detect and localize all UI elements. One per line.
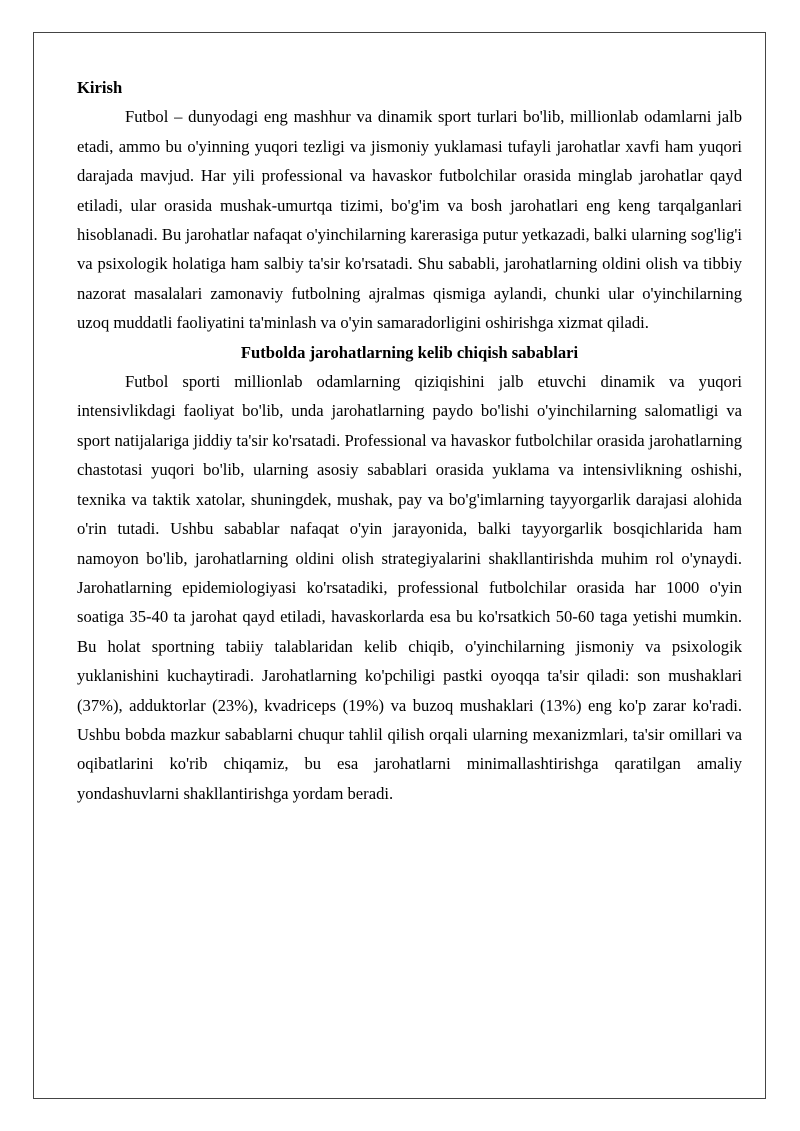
section-paragraph: Futbol sporti millionlab odamlarning qiziqishini jalb etuvchi dinamik va yuqori intensivlikdagi faoliyat bo'lib, unda jarohatlarning paydo bo'lishi o'yinchilarning salomatligi va sport natijalariga jiddiy ta'sir ko'rsatadi. Professional va havaskor futbolchilar orasida jarohatlarning chastotasi yuqori bo'lib, ularning asosiy sabablari orasida yuklama va intensivlikning oshishi, texnika va taktik xatolar, shuningdek, mushak, pay va bo'g'imlarning tayyorgarlik darajasi alohida o'rin tutadi. Ushbu sabablar nafaqat o'yin jarayonida, balki tayyorgarlik bosqichlarida ham namoyon bo'lib, jarohatlarning oldini olish strategiyalarini shakllantirishda muhim rol o'ynaydi. Jarohatlarning epidemiologiyasi ko'rsatadiki, professional futbolchilar orasida har 1000 o'yin soatiga 35-40 ta jarohat qayd etiladi, havaskorlarda esa bu ko'rsatkich 50-60 taga yetishi mumkin. Bu holat sportning tabiiy talablaridan kelib chiqib, o'yinchilarning jismoniy va psixologik yuklanishini kuchaytiradi. Jarohatlarning ko'pchiligi pastki oyoqqa ta'sir qiladi: son mushaklari (37%), adduktorlar (23%), kvadriceps (19%) va buzoq mushaklari (13%) eng ko'p zarar ko'radi. Ushbu bobda mazkur sabablarni chuqur tahlil qilish orqali ularning mexanizmlari, ta'sir omillari va oqibatlarini ko'rib chiqamiz, bu esa jarohatlarni minimallashtirishga qaratilgan amaliy yondashuvlarni shakllantirishga yordam beradi.: [77, 372, 742, 803]
intro-paragraph: Futbol – dunyodagi eng mashhur va dinamik sport turlari bo'lib, millionlab odamlarni jalb etadi, ammo bu o'yinning yuqori tezligi va jismoniy yuklamasi tufayli jarohatlar xavfi ham yuqori darajada mavjud. Har yili professional va havaskor futbolchilar orasida minglab jarohatlar qayd etiladi, ular orasida mushak-umurtqa tizimi, bo'g'im va bosh jarohatlari eng keng tarqalganlari hisoblanadi. Bu jarohatlar nafaqat o'yinchilarning karerasiga putur yetkazadi, balki ularning sog'lig'i va psixologik holatiga ham salbiy ta'sir ko'rsatadi. Shu sababli, jarohatlarning oldini olish va tibbiy nazorat masalalari zamonaviy futbolning ajralmas qismiga aylandi, chunki ular o'yinchilarning uzoq muddatli faoliyatini ta'minlash va o'yin samaradorligini oshirishga xizmat qiladi.: [77, 107, 742, 333]
intro-heading: Kirish: [77, 78, 123, 97]
section-heading: Futbolda jarohatlarning kelib chiqish sabablari: [240, 342, 579, 362]
document-body: [77, 73, 742, 808]
